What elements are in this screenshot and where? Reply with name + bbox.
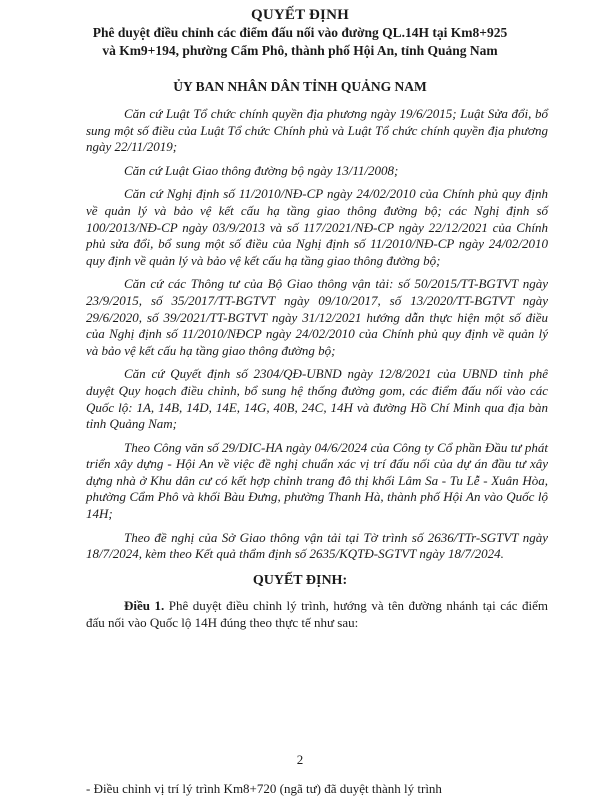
article-1 — [86, 597, 548, 631]
issuing-authority: ỦY BAN NHÂN DÂN TỈNH QUẢNG NAM — [173, 79, 427, 94]
document-title: QUYẾT ĐỊNH — [251, 7, 349, 23]
decision-heading: QUYẾT ĐỊNH: — [252, 572, 348, 588]
legal-basis-5: Căn cứ Quyết định số 2304/QĐ-UBND ngày 12/8/2021 của UBND tỉnh phê duyệt Quy hoạch điều chỉnh, bổ sung hệ thống đường gom, các điểm đấu nối vào các Quốc lộ: 1A, 14B, 14D, 14E, 14G, 40B, 24C, 14H và đường Hồ Chí Minh qua địa bàn tỉnh Quảng Nam; — [86, 366, 548, 432]
legal-basis-1: Căn cứ Luật Tổ chức chính quyền địa phương ngày 19/6/2015; Luật Sửa đổi, bổ sung một số điều của Luật Tổ chức Chính phủ và Luật Tổ chức chính quyền địa phương ngày 22/11/2019; — [86, 106, 548, 155]
article-1-label: Điều 1. — [124, 597, 165, 613]
page-number: 2 — [296, 752, 304, 767]
legal-basis-6: Theo Công văn số 29/DIC-HA ngày 04/6/2024 của Công ty Cổ phần Đầu tư phát triển xây dựng - Hội An về việc đề nghị chuẩn xác vị trí đấu nối của dự án đầu tư xây dựng nhà ở Khu dân cư có kết hợp chỉnh trang đô thị khối Lâm Sa - Tu Lễ - Xuân Hòa, phường Cẩm Phô và khối Bàu Đưng, phường Thanh Hà, thành phố Hội An vào Quốc lộ 14H; — [86, 439, 548, 522]
document-subtitle-line-2: và Km9+194, phường Cẩm Phô, thành phố Hội An, tỉnh Quảng Nam — [102, 43, 498, 58]
page-2-first-line: - Điều chỉnh vị trí lý trình Km8+720 (ngã tư) đã duyệt thành lý trình — [86, 781, 442, 796]
legal-basis-3: Căn cứ Nghị định số 11/2010/NĐ-CP ngày 24/02/2010 của Chính phủ quy định về quản lý và bảo vệ kết cấu hạ tầng giao thông đường bộ; các Nghị định số 100/2013/NĐ-CP ngày 03/9/2013 và số 117/2021/NĐ-CP ngày 22/12/2021 của Chính phủ sửa đổi, bổ sung một số điều của Nghị định số 11/2010/NĐ-CP ngày 24/02/2010 quy định về quản lý và bảo vệ kết cấu hạ tầng giao thông đường bộ; — [86, 186, 548, 268]
article-1-text: Phê duyệt điều chỉnh lý trình, hướng và tên đường nhánh tại các điểm đấu nối vào Quốc lộ 14H đúng theo thực tế như sau: — [86, 597, 549, 630]
legal-basis-7: Theo đề nghị của Sở Giao thông vận tải tại Tờ trình số 2636/TTr-SGTVT ngày 18/7/2024, kèm theo Kết quả thẩm định số 2635/KQTĐ-SGTVT ngày 18/7/2024. — [86, 529, 548, 562]
legal-basis-2: Căn cứ Luật Giao thông đường bộ ngày 13/11/2008; — [124, 162, 399, 178]
legal-bases — [86, 106, 548, 563]
legal-basis-4: Căn cứ các Thông tư của Bộ Giao thông vận tải: số 50/2015/TT-BGTVT ngày 23/9/2015, số 35/2017/TT-BGTVT ngày 09/10/2017, số 13/2020/TT-BGTVT ngày 29/6/2020, số 39/2021/TT-BGTVT ngày 31/12/2021 hướng dẫn thực hiện một số điều của Nghị định số 11/2010/NĐCP ngày 24/02/2010 của Chính phủ quy định về quản lý và bảo vệ kết cấu hạ tầng giao thông đường bộ; — [86, 276, 548, 358]
document-subtitle-line-1: Phê duyệt điều chỉnh các điểm đấu nối vào đường QL.14H tại Km8+925 — [92, 25, 508, 40]
